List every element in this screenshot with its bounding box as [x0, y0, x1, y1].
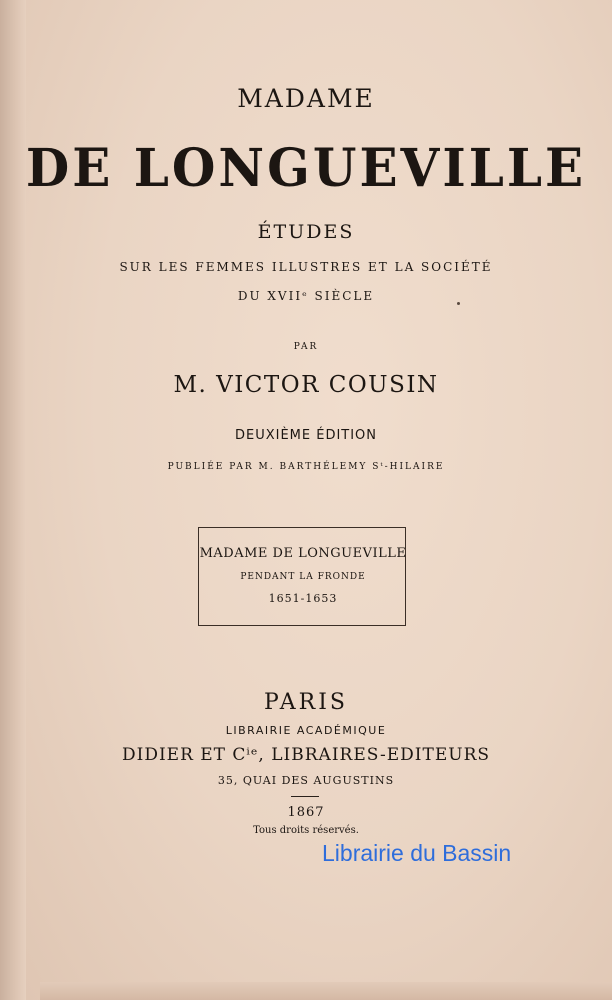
subtitle-line-2: DU XVIIᵉ SIÈCLE: [237, 289, 375, 303]
imprint-divider: [291, 796, 319, 797]
volume-box: [198, 527, 406, 626]
watermark-text: Librairie du Bassin: [322, 840, 512, 866]
volume-title: MADAME DE LONGUEVILLE: [199, 546, 407, 561]
volume-years: 1651-1653: [268, 592, 338, 605]
subtitle-line-1: SUR LES FEMMES ILLUSTRES ET LA SOCIÉTÉ: [119, 260, 493, 274]
imprint-year: 1867: [287, 805, 325, 820]
imprint-city: PARIS: [264, 690, 348, 715]
imprint-publisher-name: DIDIER ET Cⁱᵉ, LIBRAIRES-EDITEURS: [121, 745, 491, 765]
book-title: DE LONGUEVILLE: [25, 136, 587, 199]
page-bottom-edge: [40, 982, 612, 1000]
by-label: PAR: [293, 342, 319, 352]
published-by: PUBLIÉE PAR M. BARTHÉLEMY Sᵗ-HILAIRE: [167, 462, 445, 472]
rights-notice: Tous droits réservés.: [253, 825, 359, 836]
subtitle-heading: ÉTUDES: [257, 221, 355, 243]
imprint-address: 35, QUAI DES AUGUSTINS: [217, 774, 395, 787]
author-name: M. VICTOR COUSIN: [173, 372, 439, 398]
imprint-publisher-line: LIBRAIRIE ACADÉMIQUE: [225, 724, 387, 737]
volume-subtitle: PENDANT LA FRONDE: [240, 572, 366, 582]
edition-label: DEUXIÈME ÉDITION: [234, 428, 378, 443]
pre-title: MADAME: [237, 84, 375, 113]
